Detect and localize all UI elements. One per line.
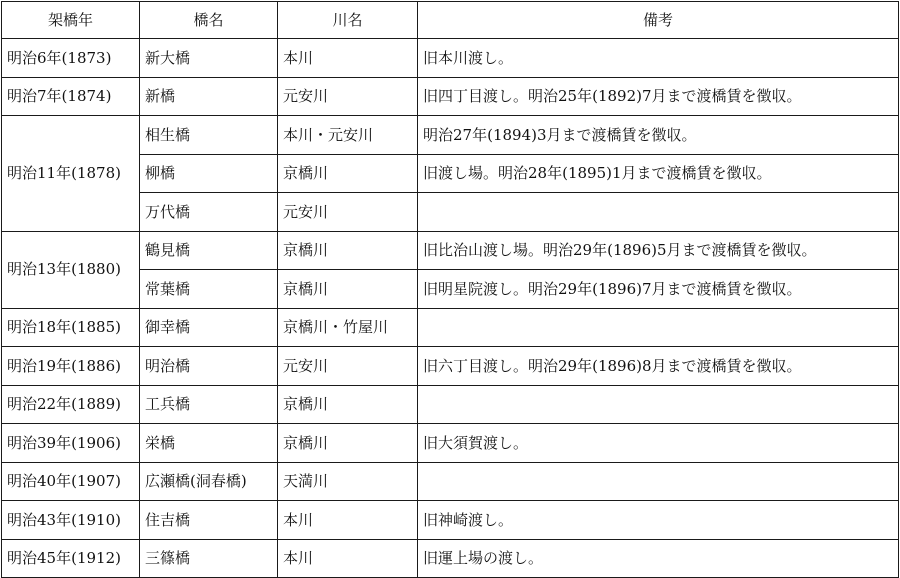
cell-bridge-name: 新大橋: [140, 39, 278, 78]
cell-note: 旧神崎渡し。: [418, 501, 899, 540]
cell-bridge-name: 柳橋: [140, 154, 278, 193]
cell-year: 明治19年(1886): [2, 347, 140, 386]
cell-note: 旧四丁目渡し。明治25年(1892)7月まで渡橋賃を徴収。: [418, 77, 899, 116]
cell-bridge-name: 新橋: [140, 77, 278, 116]
cell-river-name: 京橋川: [278, 231, 418, 270]
table-row: [2, 539, 899, 578]
table-row: [2, 347, 899, 386]
cell-year: 明治40年(1907): [2, 462, 140, 501]
cell-river-name: 本川: [278, 39, 418, 78]
header-note: 備考: [418, 2, 899, 39]
cell-river-name: 京橋川: [278, 154, 418, 193]
cell-bridge-name: 常葉橋: [140, 270, 278, 309]
cell-note: [418, 193, 899, 232]
cell-river-name: 元安川: [278, 193, 418, 232]
header-row: [2, 2, 899, 39]
cell-note: 旧明星院渡し。明治29年(1896)7月まで渡橋賃を徴収。: [418, 270, 899, 309]
cell-note: [418, 462, 899, 501]
table-row: [2, 77, 899, 116]
cell-note: 旧比治山渡し場。明治29年(1896)5月まで渡橋賃を徴収。: [418, 231, 899, 270]
header-year: 架橋年: [2, 2, 140, 39]
cell-bridge-name: 御幸橋: [140, 308, 278, 347]
cell-river-name: 本川: [278, 539, 418, 578]
cell-year: 明治11年(1878): [2, 116, 140, 232]
cell-bridge-name: 三篠橋: [140, 539, 278, 578]
cell-year: 明治7年(1874): [2, 77, 140, 116]
cell-river-name: 京橋川: [278, 385, 418, 424]
cell-river-name: 京橋川: [278, 424, 418, 463]
cell-year: 明治22年(1889): [2, 385, 140, 424]
cell-bridge-name: 広瀬橋(洞春橋): [140, 462, 278, 501]
cell-year: 明治6年(1873): [2, 39, 140, 78]
table-row: [2, 231, 899, 270]
table-row: [2, 308, 899, 347]
cell-river-name: 京橋川: [278, 270, 418, 309]
cell-year: 明治18年(1885): [2, 308, 140, 347]
header-bridge-name: 橋名: [140, 2, 278, 39]
cell-bridge-name: 相生橋: [140, 116, 278, 155]
bridge-table-container: [1, 1, 898, 576]
cell-river-name: 本川: [278, 501, 418, 540]
cell-river-name: 元安川: [278, 347, 418, 386]
table-body: [2, 39, 899, 578]
cell-note: 明治27年(1894)3月まで渡橋賃を徴収。: [418, 116, 899, 155]
table-row: [2, 462, 899, 501]
bridge-history-table: [1, 1, 899, 578]
table-row: [2, 385, 899, 424]
cell-note: 旧六丁目渡し。明治29年(1896)8月まで渡橋賃を徴収。: [418, 347, 899, 386]
cell-note: 旧渡し場。明治28年(1895)1月まで渡橋賃を徴収。: [418, 154, 899, 193]
cell-note: 旧大須賀渡し。: [418, 424, 899, 463]
table-row: [2, 116, 899, 155]
cell-year: 明治13年(1880): [2, 231, 140, 308]
cell-bridge-name: 万代橋: [140, 193, 278, 232]
table-row: [2, 424, 899, 463]
cell-river-name: 元安川: [278, 77, 418, 116]
cell-bridge-name: 明治橋: [140, 347, 278, 386]
cell-river-name: 本川・元安川: [278, 116, 418, 155]
cell-year: 明治45年(1912): [2, 539, 140, 578]
cell-bridge-name: 住吉橋: [140, 501, 278, 540]
cell-year: 明治43年(1910): [2, 501, 140, 540]
table-row: [2, 39, 899, 78]
table-header: [2, 2, 899, 39]
cell-note: 旧運上場の渡し。: [418, 539, 899, 578]
cell-note: [418, 385, 899, 424]
cell-bridge-name: 栄橋: [140, 424, 278, 463]
cell-year: 明治39年(1906): [2, 424, 140, 463]
cell-river-name: 天満川: [278, 462, 418, 501]
cell-bridge-name: 鶴見橋: [140, 231, 278, 270]
header-river-name: 川名: [278, 2, 418, 39]
table-row: [2, 501, 899, 540]
cell-note: 旧本川渡し。: [418, 39, 899, 78]
cell-river-name: 京橋川・竹屋川: [278, 308, 418, 347]
cell-note: [418, 308, 899, 347]
cell-bridge-name: 工兵橋: [140, 385, 278, 424]
